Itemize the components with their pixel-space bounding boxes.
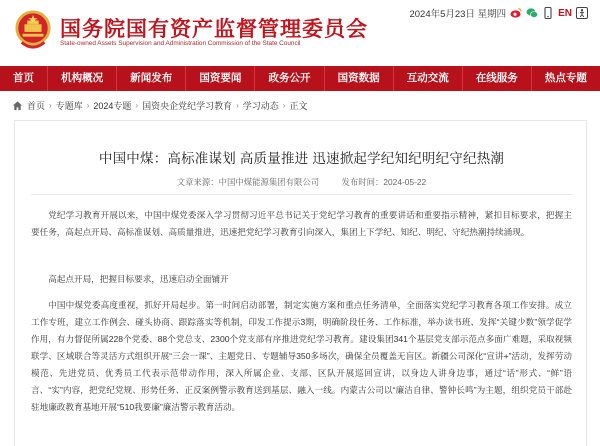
divider [31, 194, 572, 195]
chevron-right-icon: › [86, 100, 90, 110]
chevron-right-icon: › [282, 100, 286, 110]
breadcrumb [12, 98, 307, 112]
nav-item-sasac-data[interactable]: 国资数据 [325, 66, 394, 91]
nav-item-home[interactable]: 首页 [0, 66, 48, 91]
wechat-icon[interactable] [526, 7, 538, 19]
article-paragraph: 党纪学习教育开展以来，中国中煤党委深入学习贯彻习近平总书记关于党纪学习教育的重要讲话和重要指示精神，紧扣目标要求，把握主要任务，高起点开局、高标准谋划、高质量推进，迅速把党纪学习教育引向深入，集团上下学纪、知纪、明纪、守纪热潮持续涌现。 [31, 210, 572, 237]
article-publish-date: 发布时间：2024-05-22 [341, 177, 427, 187]
national-emblem-icon[interactable] [14, 10, 52, 50]
breadcrumb-party-discipline-education[interactable]: 国资央企党纪学习教育 [142, 100, 233, 111]
mobile-icon[interactable] [542, 7, 554, 19]
english-version-link[interactable]: EN [558, 7, 572, 19]
header-utility-bar [409, 6, 588, 20]
current-date: 2024年5月23日 星期四 [409, 9, 507, 20]
nav-item-online-service[interactable]: 在线服务 [463, 66, 532, 91]
chevron-right-icon: › [135, 100, 139, 110]
breadcrumb-2024-topics[interactable]: 2024专题 [93, 100, 132, 111]
home-icon [12, 100, 23, 111]
site-title[interactable]: 国务院国有资产监督管理委员会 [60, 16, 368, 41]
article-container [14, 120, 587, 446]
article-paragraph: 中国中煤党委高度重视，抓好开局起步。第一时间启动部署，制定实施方案和重点任务清单，全面落实党纪学习教育各项工作安排。成立工作专班，建立工作例会、碰头协商、跟踪落实等机制，印发工作提示3期，明确阶段任务、工作标准，举办读书班、发挥“关键少数”领学促学作用，有力督促所属228个党委、88个党总支、2300个党支部有序推进党纪学习教育。建设集团341个基层党支部示范点多面广难题，采取视频联学、区域联合等灵活方式组织开展“三会一课”、主题党日、专题辅导350多场次，确保全员覆盖无盲区。新疆公司深化“宣讲+”活动，发挥劳动模范、先进党员、优秀员工代表示范带动作用，深入所属企业、支部、区队开展巡回宣讲，以身边人讲身边事，通过“话”形式、“鲜”语言、“实”内容，把党纪党规、形势任务、正反案例警示教育送到基层、融入一线。内蒙古公司以“廉洁自律、警钟长鸣”为主题，组织党员干部赴驻地廉政教育基地开展“510我要廉”廉洁警示教育活动。 [31, 300, 572, 412]
nav-item-news-release[interactable]: 新闻发布 [117, 66, 186, 91]
breadcrumb-learning-updates[interactable]: 学习动态 [242, 100, 279, 111]
article-section-heading: 高起点开局，把握目标要求，迅速启动全面铺开 [48, 274, 229, 284]
article-title: 中国中煤：高标准谋划 高质量推进 迅速掀起学纪知纪明纪守纪热潮 [98, 151, 505, 166]
site-subtitle: State-owned Assets Supervision and Administration Commission of the State Council [60, 40, 301, 47]
article-meta [15, 176, 588, 188]
main-nav [0, 66, 600, 91]
nav-item-government-affairs[interactable]: 政务公开 [255, 66, 324, 91]
breadcrumb-current: 正文 [289, 100, 308, 111]
nav-item-about[interactable]: 机构概况 [48, 66, 117, 91]
chevron-right-icon: › [49, 100, 52, 110]
breadcrumb-home[interactable]: 首页 [27, 100, 46, 111]
site-header [0, 0, 600, 66]
elderly-mode-icon[interactable] [576, 7, 588, 19]
article-source: 文章来源：中国中煤能源集团有限公司 [176, 177, 320, 187]
weibo-icon[interactable] [510, 7, 522, 19]
breadcrumb-topic-library[interactable]: 专题库 [55, 100, 83, 111]
nav-item-hot-topics[interactable]: 热点专题 [544, 72, 587, 84]
nav-item-sasac-news[interactable]: 国资要闻 [186, 66, 255, 91]
nav-item-interaction[interactable]: 互动交流 [394, 66, 463, 91]
chevron-right-icon: › [236, 100, 239, 110]
